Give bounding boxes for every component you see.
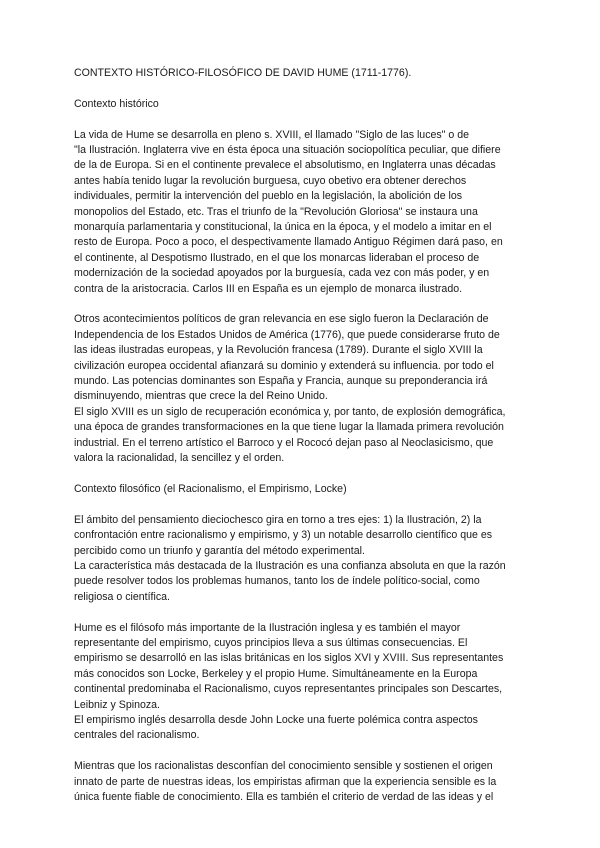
text-line: una época de grandes transformaciones en la que tiene lugar la llamada primera revolución [74, 421, 504, 434]
text-line: el continente, al Despotismo Ilustrado, en el que los monarcas lideraban el proceso de [74, 251, 480, 264]
text-line: representante del empirismo, cuyos principios lleva a sus últimas consecuencias. El [74, 636, 468, 649]
text-line: Leibniz y Spinoza. [74, 698, 160, 711]
text-line: La vida de Hume se desarrolla en pleno s. XVIII, el llamado "Siglo de las luces" o de [74, 128, 470, 141]
paragraph-historical-2 [74, 312, 536, 466]
text-line: Independencia de los Estados Unidos de América (1776), que puede considerarse fruto de [74, 328, 500, 341]
text-line: Mientras que los racionalistas desconfían del conocimiento sensible y sostienen el origen [74, 760, 493, 773]
document-title: CONTEXTO HISTÓRICO-FILOSÓFICO DE DAVID HUME (1711-1776). [74, 67, 412, 79]
text-line: innato de parte de nuestras ideas, los empiristas afirman que la experiencia sensible es la [74, 775, 497, 788]
text-line: El siglo XVIII es un siglo de recuperación económica y, por tanto, de explosión demográfica, [74, 405, 506, 418]
paragraph-philosophical-2 [74, 621, 536, 744]
text-line: El empirismo inglés desarrolla desde John Locke una fuerte polémica contra aspectos [74, 713, 478, 726]
text-line: puede resolver todos los problemas humanos, tanto los de índele político-social, como [74, 575, 480, 588]
paragraph-philosophical-3 [74, 759, 536, 805]
document-body [74, 66, 536, 805]
text-line: "la Ilustración. Inglaterra vive en ésta época una situación sociopolítica peculiar, que difiere [74, 144, 501, 156]
text-line: Hume es el filósofo más importante de la Ilustración inglesa y es también el mayor [74, 621, 461, 634]
section-heading-philosophical: Contexto filosófico (el Racionalismo, el Empirismo, Locke) [74, 482, 347, 495]
paragraph-philosophical-1 [74, 513, 536, 605]
section-heading-historical: Contexto histórico [74, 97, 159, 110]
text-line: individuales, permitir la intervención del pueblo en la legislación, la abolición de los [74, 190, 463, 203]
text-line: religiosa o científica. [74, 590, 170, 603]
text-line: Otros acontecimientos políticos de gran relevancia en ese siglo fueron la Declaración de [74, 313, 489, 326]
text-line: disminuyendo, mientras que crece la del Reino Unido. [74, 390, 328, 403]
text-line: antes había tenido lugar la revolución burguesa, cuyo obetivo era obtener derechos [74, 174, 467, 187]
text-line: confrontación entre racionalismo y empirismo, y 3) un notable desarrollo científico que es [74, 529, 493, 542]
text-line: La característica más destacada de la Ilustración es una confianza absoluta en que la razón [74, 559, 506, 572]
text-line: valora la racionalidad, la sencillez y el orden. [74, 452, 285, 465]
text-line: El ámbito del pensamiento dieciochesco gira en torno a tres ejes: 1) la Ilustración, 2) la [74, 513, 482, 526]
text-line: centrales del racionalismo. [74, 729, 200, 742]
text-line: monopolios del Estado, etc. Tras el triunfo de la "Revolución Gloriosa" se instaura una [74, 205, 478, 218]
text-line: más conocidos son Locke, Berkeley y el propio Hume. Simultáneamente en la Europa [74, 667, 478, 680]
text-line: de la de Europa. Si en el continente prevalece el absolutismo, en Inglaterra unas décadas [74, 159, 496, 172]
text-line: industrial. En el terreno artístico el Barroco y el Rococó dejan paso al Neoclasicismo, que [74, 436, 494, 449]
text-line: percibido como un triunfo y garantía del método experimental. [74, 544, 365, 557]
text-line: modernización de la sociedad apoyados por la burguesía, cada vez con más poder, y en [74, 267, 490, 280]
text-line: resto de Europa. Poco a poco, el despectivamente llamado Antiguo Régimen dará paso, en [74, 236, 503, 249]
text-line: civilización europea occidental afianzará su dominio y extenderá su influencia. por todo el [74, 359, 494, 372]
text-line: las ideas ilustradas europeas, y la Revolución francesa (1789). Durante el siglo XVIII la [74, 344, 483, 357]
text-line: contra de la aristocracia. Carlos III en España es un ejemplo de monarca ilustrado. [74, 282, 463, 295]
text-line: continental predominaba el Racionalismo, cuyos representantes principales son Descartes, [74, 683, 503, 696]
text-line: mundo. Las potencias dominantes son España y Francia, aunque su preponderancia irá [74, 375, 488, 388]
paragraph-historical-1 [74, 128, 536, 297]
text-line: empirismo se desarrolló en las islas británicas en los siglos XVI y XVIII. Sus representantes [74, 652, 504, 665]
text-line: única fuente fiable de conocimiento. Ella es también el criterio de verdad de las ideas y el [74, 790, 494, 803]
text-line: monarquía parlamentaria y constitucional, la única en la época, y el modelo a imitar en el [74, 221, 492, 234]
